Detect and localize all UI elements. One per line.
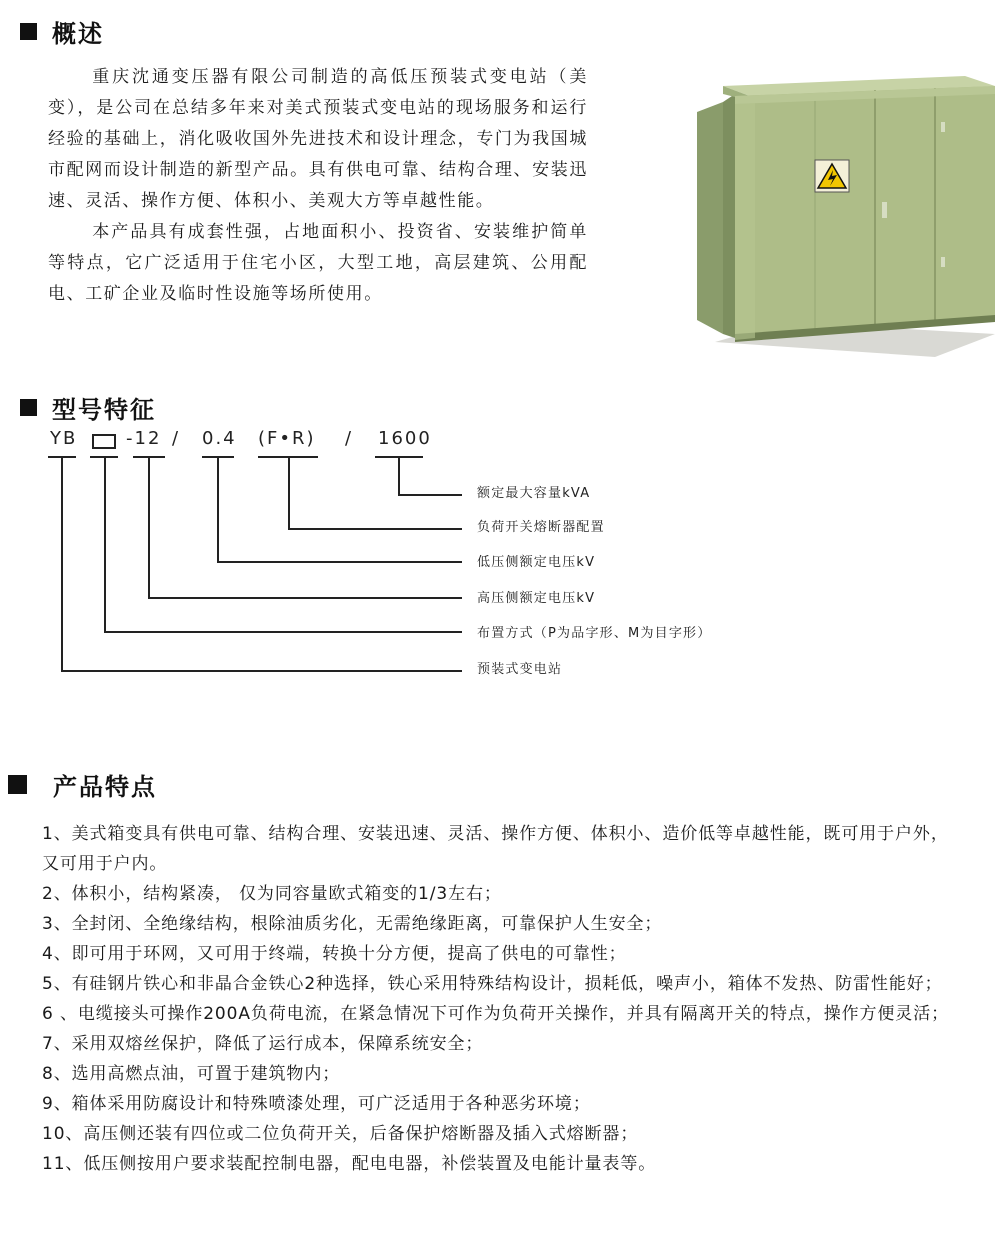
overview-text	[48, 62, 588, 310]
features-list	[42, 819, 962, 1179]
feature-item-8: 8、选用高燃点油，可置于建筑物内；	[42, 1064, 341, 1084]
overview-heading	[20, 14, 104, 49]
code-capacity: 1600	[378, 428, 432, 449]
connector-horizontal-layout	[104, 631, 462, 633]
substation-photo	[695, 72, 995, 357]
desc-capacity: 额定最大容量kVA	[477, 486, 591, 501]
code-slash-2: /	[345, 428, 354, 449]
desc-low-voltage: 低压侧额定电压kV	[477, 555, 596, 570]
connector-horizontal-capacity	[398, 494, 462, 496]
desc-fuse-config: 负荷开关熔断器配置	[477, 520, 605, 535]
code-voltage-low: 0.4	[202, 428, 237, 449]
connector-vertical-capacity	[398, 456, 400, 496]
connector-horizontal-low	[217, 561, 462, 563]
features-heading	[8, 767, 157, 802]
connector-horizontal-high	[148, 597, 462, 599]
connector-vertical-layout	[104, 456, 106, 633]
model-heading	[20, 390, 156, 425]
feature-item-9: 9、箱体采用防腐设计和特殊喷漆处理，可广泛适用于各种恶劣环境；	[42, 1094, 591, 1114]
code-voltage-high: -12	[126, 428, 162, 449]
feature-item-1: 1、美式箱变具有供电可靠、结构合理、安装迅速、灵活、操作方便、体积小、造价低等卓越性能，既可用于户外，又可用于户内。	[42, 824, 949, 874]
connector-vertical-high	[148, 456, 150, 599]
desc-substation: 预装式变电站	[477, 662, 563, 677]
overview-paragraph-2: 本产品具有成套性强，占地面积小、投资省、安装维护简单等特点，它广泛适用于住宅小区，大型工地，高层建筑、公用配电、工矿企业及临时性设施等场所使用。	[48, 222, 588, 304]
feature-item-2: 2、体积小，结构紧凑， 仅为同容量欧式箱变的1/3左右；	[42, 884, 502, 904]
connector-horizontal-fr	[288, 528, 462, 530]
code-fr: (F•R)	[258, 428, 316, 449]
model-title: 型号特征	[52, 396, 156, 424]
desc-layout: 布置方式（P为品字形、M为目字形）	[477, 626, 712, 641]
heading-square-icon	[8, 775, 27, 794]
features-title: 产品特点	[53, 773, 157, 801]
connector-horizontal-substation	[61, 670, 462, 672]
heading-square-icon	[20, 399, 37, 416]
connector-vertical-substation	[61, 456, 63, 672]
feature-item-4: 4、即可用于环网，又可用于终端，转换十分方便，提高了供电的可靠性；	[42, 944, 627, 964]
feature-item-3: 3、全封闭、全绝缘结构，根除油质劣化，无需绝缘距离，可靠保护人生安全；	[42, 914, 663, 934]
feature-item-6: 6 、电缆接头可操作200A负荷电流，在紧急情况下可作为负荷开关操作，并具有隔离开关的特点，操作方便灵活；	[42, 1004, 949, 1024]
code-slash-1: /	[172, 428, 181, 449]
connector-vertical-low	[217, 456, 219, 563]
feature-item-10: 10、高压侧还装有四位或二位负荷开关，后备保护熔断器及插入式熔断器；	[42, 1124, 639, 1144]
code-box-placeholder-icon	[92, 434, 116, 449]
code-yb: YB	[50, 428, 78, 449]
feature-item-5: 5、有硅钢片铁心和非晶合金铁心2种选择，铁心采用特殊结构设计，损耗低，噪声小，箱体不发热、防雷性能好；	[42, 974, 943, 994]
feature-item-7: 7、采用双熔丝保护，降低了运行成本，保障系统安全；	[42, 1034, 484, 1054]
desc-high-voltage: 高压侧额定电压kV	[477, 591, 596, 606]
overview-paragraph-1: 重庆沈通变压器有限公司制造的高低压预装式变电站（美变），是公司在总结多年来对美式预装式变电站的现场服务和运行经验的基础上，消化吸收国外先进技术和设计理念，专门为我国城市配网而设计制造的新型产品。具有供电可靠、结构合理、安装迅速、灵活、操作方便、体积小、美观大方等卓越性能。	[48, 67, 588, 211]
overview-title: 概述	[52, 20, 104, 48]
connector-vertical-fr	[288, 456, 290, 530]
feature-item-11: 11、低压侧按用户要求装配控制电器，配电电器，补偿装置及电能计量表等。	[42, 1154, 657, 1174]
heading-square-icon	[20, 23, 37, 40]
